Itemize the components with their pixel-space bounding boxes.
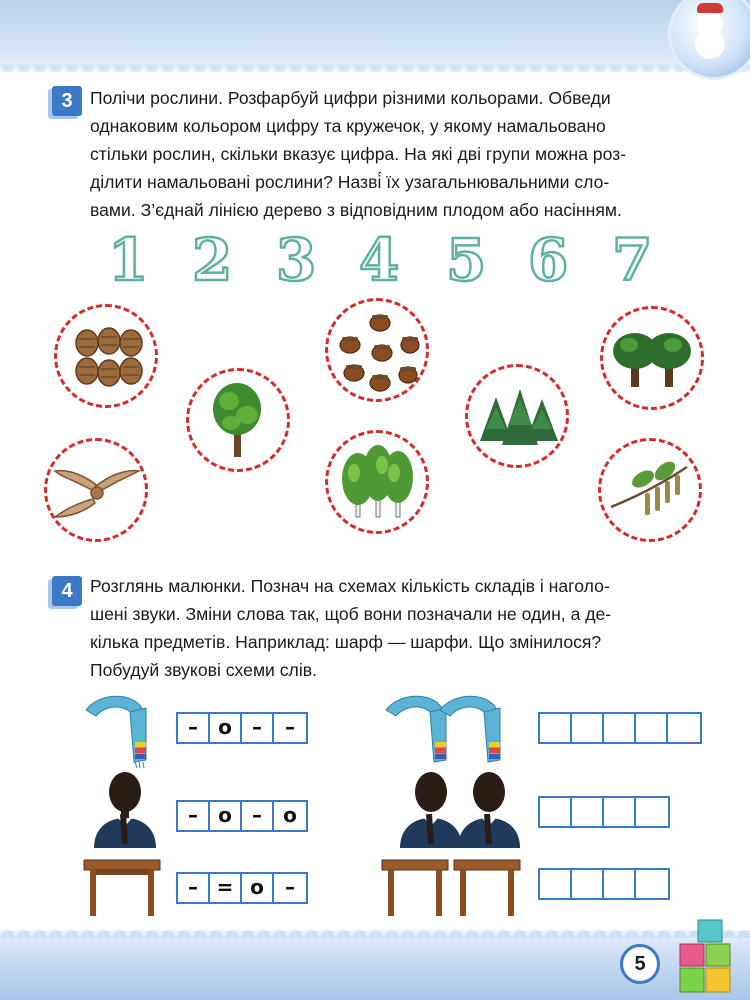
- scheme-empty-cell[interactable]: [636, 714, 668, 742]
- digit-1[interactable]: 1: [108, 226, 149, 294]
- task-3-instructions: [90, 84, 720, 224]
- scheme-empty-cell[interactable]: [636, 798, 668, 826]
- maple-seeds-icon: [47, 441, 145, 539]
- scheme-cell: о: [242, 874, 274, 902]
- digits-row: [0, 228, 750, 298]
- birch-trees-icon: [328, 433, 426, 531]
- scarf-icon: [80, 690, 160, 770]
- two-scarves-icon: [380, 690, 504, 770]
- scheme-cell: о: [210, 714, 242, 742]
- scheme-empty-cell[interactable]: [572, 798, 604, 826]
- circle-acorns[interactable]: [325, 298, 429, 402]
- scheme-cell: =: [210, 874, 242, 902]
- scheme-cell: о: [283, 803, 297, 827]
- scheme-empty-cell[interactable]: [540, 798, 572, 826]
- task-3-line: вами. З’єднай лінією дерево з відповідним плодом або насінням.: [90, 200, 622, 220]
- scheme-empty-plural-3[interactable]: [538, 868, 670, 900]
- task-3-line: ділити намальовані рослини? Назві́ їх узагальнювальними сло-: [90, 172, 610, 192]
- pine-cones-icon: [57, 307, 155, 405]
- scheme-empty-plural-2[interactable]: [538, 796, 670, 828]
- circle-fir-trees[interactable]: [465, 364, 569, 468]
- scheme-empty-cell[interactable]: [604, 714, 636, 742]
- leafy-tree-icon: [189, 371, 287, 469]
- scheme-empty-cell[interactable]: [572, 714, 604, 742]
- scheme-empty-plural-1[interactable]: [538, 712, 702, 744]
- toy-cubes-icon: [676, 916, 746, 996]
- digit-4[interactable]: 4: [359, 226, 400, 294]
- oak-trees-icon: [603, 309, 701, 407]
- scheme-cell: –: [242, 714, 274, 742]
- digit-5[interactable]: 5: [446, 226, 487, 294]
- birch-catkin-branch-icon: [601, 441, 699, 539]
- scheme-scarf: [176, 712, 308, 744]
- scheme-cell: –: [242, 802, 274, 830]
- scheme-empty-cell[interactable]: [540, 870, 572, 898]
- circle-leafy-tree[interactable]: [186, 368, 290, 472]
- scheme-empty-cell[interactable]: [636, 870, 668, 898]
- circle-maple-seeds[interactable]: [44, 438, 148, 542]
- two-tables-icon: [380, 856, 524, 918]
- scheme-empty-cell[interactable]: [604, 870, 636, 898]
- scheme-cell: –: [178, 874, 210, 902]
- scheme-empty-cell[interactable]: [540, 714, 572, 742]
- scheme-table: [176, 872, 308, 904]
- scheme-girl: [176, 800, 308, 832]
- scheme-cell: о: [210, 802, 242, 830]
- fir-trees-icon: [468, 367, 566, 465]
- digit-3[interactable]: 3: [276, 226, 317, 294]
- task-4-line: кілька предметів. Наприклад: шарф — шарфи. Що змінилося?: [90, 632, 602, 652]
- circle-birch-catkin-branch[interactable]: [598, 438, 702, 542]
- scheme-cell: –: [178, 714, 210, 742]
- acorns-icon: [328, 301, 426, 399]
- scheme-cell: –: [178, 802, 210, 830]
- scheme-empty-cell[interactable]: [604, 798, 636, 826]
- digit-2[interactable]: 2: [192, 226, 233, 294]
- circle-pine-cones[interactable]: [54, 304, 158, 408]
- circle-birch-trees[interactable]: [325, 430, 429, 534]
- scheme-cell: –: [285, 875, 295, 899]
- table-icon: [82, 856, 162, 918]
- scheme-empty-cell[interactable]: [572, 870, 604, 898]
- task-4-line: Побудуй звукові схеми слів.: [90, 660, 317, 680]
- scheme-empty-cell[interactable]: [668, 714, 700, 742]
- two-girls-icon: [396, 768, 526, 848]
- scheme-cell: –: [285, 715, 295, 739]
- girl-icon: [90, 768, 160, 848]
- task-4-number: 4: [52, 576, 82, 606]
- top-decorative-band: [0, 0, 750, 72]
- snowman-icon: [697, 11, 723, 37]
- task-3-number: 3: [52, 86, 82, 116]
- santa-hat-icon: [697, 3, 723, 13]
- task-4-line: шені звуки. Зміни слова так, щоб вони позначали не один, а де-: [90, 604, 612, 624]
- task-3-line: стільки рослин, скільки вказує цифра. На які дві групи можна роз-: [90, 144, 627, 164]
- digit-7[interactable]: 7: [612, 226, 653, 294]
- task-3-line: однаковим кольором цифру та кружечок, у якому намальовано: [90, 116, 606, 136]
- task-4-instructions: [90, 572, 720, 684]
- circle-oak-trees[interactable]: [600, 306, 704, 410]
- task-3-line: Полічи рослини. Розфарбуй цифри різними кольорами. Обведи: [90, 88, 611, 108]
- task-4-line: Розглянь малюнки. Познач на схемах кількість складів і наголо-: [90, 576, 610, 596]
- page-number: 5: [620, 944, 660, 984]
- digit-6[interactable]: 6: [528, 226, 569, 294]
